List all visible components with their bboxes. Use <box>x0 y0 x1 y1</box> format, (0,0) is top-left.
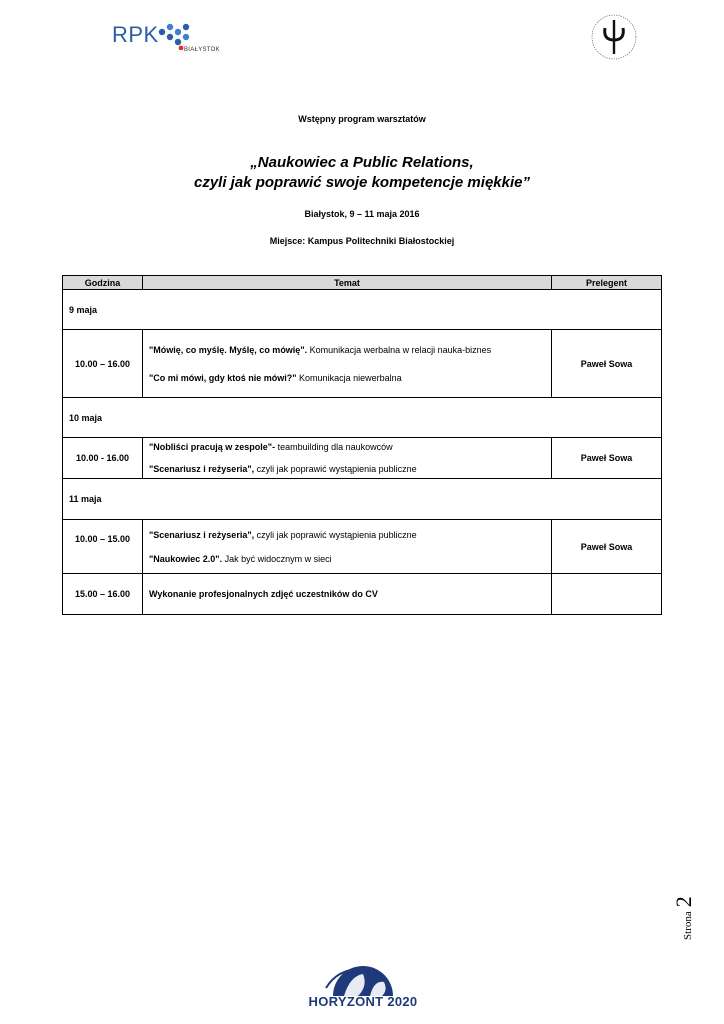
topic-desc: Jak być widocznym w sieci <box>222 553 332 564</box>
topic-desc: Komunikacja niewerbalna <box>296 372 402 383</box>
table-row <box>63 438 662 479</box>
header-topic: Temat <box>143 276 552 290</box>
topic-title: "Nobliści pracują w zespole"- <box>149 442 276 452</box>
page-number-text <box>671 896 697 940</box>
topic-desc: Komunikacja werbalna w relacji nauka-biznes <box>307 344 492 355</box>
rpk-logo-city: BIAŁYSTOK <box>184 47 220 53</box>
page-word: Strona <box>682 911 694 940</box>
topic-line <box>149 554 545 564</box>
topic-desc: czyli jak poprawić wystąpienia publiczne <box>254 464 417 474</box>
table-row <box>63 520 662 574</box>
topic-title: "Co mi mówi, gdy ktoś nie mówi?" <box>149 372 297 383</box>
day-row <box>63 398 662 438</box>
topic-line <box>149 464 545 474</box>
session-time: 10.00 – 15.00 <box>63 520 143 574</box>
event-place: Miejsce: Kampus Politechniki Białostockiej <box>269 236 455 246</box>
day-label: 9 maja <box>63 290 662 330</box>
workshop-title-line2: czyli jak poprawić swoje kompetencje miękkie” <box>194 174 530 191</box>
session-topic <box>143 330 552 398</box>
session-time: 15.00 – 16.00 <box>63 574 143 615</box>
day-label: 11 maja <box>63 479 662 520</box>
horyzont-logo-text: HORYZONT 2020 <box>308 994 418 1009</box>
header-presenter: Prelegent <box>552 276 662 290</box>
table-row <box>63 574 662 615</box>
session-time: 10.00 – 16.00 <box>63 330 143 398</box>
session-topic <box>143 438 552 479</box>
session-presenter: Paweł Sowa <box>552 330 662 398</box>
page-number <box>671 880 724 940</box>
program-table <box>62 275 662 615</box>
workshop-title-line1: „Naukowiec a Public Relations, <box>250 154 474 171</box>
session-topic <box>143 520 552 574</box>
topic-title: "Naukowiec 2.0". <box>149 553 223 564</box>
header-time: Godzina <box>63 276 143 290</box>
table-row <box>63 330 662 398</box>
event-date: Białystok, 9 – 11 maja 2016 <box>304 209 420 219</box>
program-subtitle: Wstępny program warsztatów <box>298 114 426 124</box>
rpk-logo-text: RPK <box>112 22 159 47</box>
session-presenter-empty <box>552 574 662 615</box>
topic-line <box>149 530 545 540</box>
topic-line <box>149 442 545 452</box>
topic-line <box>149 373 545 383</box>
session-presenter: Paweł Sowa <box>552 520 662 574</box>
rpk-logo <box>112 20 224 60</box>
topic-title: "Scenariusz i reżyseria", <box>149 529 255 540</box>
session-time: 10.00 - 16.00 <box>63 438 143 479</box>
session-presenter: Paweł Sowa <box>552 438 662 479</box>
page-digit: 2 <box>671 896 696 908</box>
day-label: 10 maja <box>63 398 662 438</box>
day-row <box>63 290 662 330</box>
topic-desc: czyli jak poprawić wystąpienia publiczne <box>254 529 417 540</box>
topic-title: "Mówię, co myślę. Myślę, co mówię". <box>149 344 308 355</box>
politechnika-logo-icon <box>589 12 639 62</box>
topic-line <box>149 345 545 355</box>
day-row <box>63 479 662 520</box>
topic-desc: teambuilding dla naukowców <box>275 442 393 452</box>
topic-title: "Scenariusz i reżyseria", <box>149 464 255 474</box>
horyzont-logo <box>308 966 418 1014</box>
workshop-title <box>0 153 724 193</box>
globe-icon <box>308 966 418 996</box>
session-topic: Wykonanie profesjonalnych zdjęć uczestników do CV <box>143 574 552 615</box>
rpk-dots-icon <box>156 22 196 50</box>
table-header-row <box>63 276 662 290</box>
